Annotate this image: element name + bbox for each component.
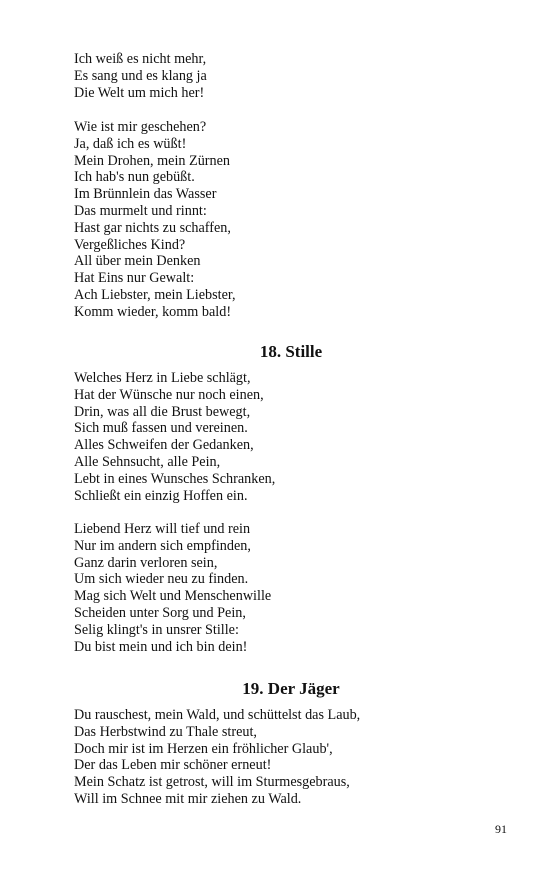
page-number: 91 bbox=[495, 822, 507, 836]
verse-line: Will im Schnee mit mir ziehen zu Wald. bbox=[74, 790, 302, 807]
stanza bbox=[74, 370, 514, 504]
verse-line: Ganz darin verloren sein, bbox=[74, 554, 218, 571]
verse-line: Hat der Wünsche nur noch einen, bbox=[74, 386, 264, 403]
verse-line: Ich weiß es nicht mehr, bbox=[74, 51, 207, 67]
verse-line: Ach Liebster, mein Liebster, bbox=[74, 286, 236, 303]
verse-line: Schließt ein einzig Hoffen ein. bbox=[74, 487, 248, 504]
verse-line: Die Welt um mich her! bbox=[74, 84, 205, 101]
stanza bbox=[74, 521, 514, 655]
verse-line: Ich hab's nun gebüßt. bbox=[74, 169, 195, 186]
poem-title: 19. Der Jäger bbox=[242, 679, 340, 698]
poem-title: 18. Stille bbox=[259, 342, 323, 361]
verse-line: Im Brünnlein das Wasser bbox=[74, 186, 217, 203]
verse-line: Vergeßliches Kind? bbox=[74, 236, 186, 253]
verse-line: Welches Herz in Liebe schlägt, bbox=[74, 370, 251, 386]
verse-line: Es sang und es klang ja bbox=[74, 67, 207, 84]
verse-line: Du rauschest, mein Wald, und schüttelst das Laub, bbox=[74, 707, 361, 723]
verse-line: Lebt in eines Wunsches Schranken, bbox=[74, 470, 276, 487]
verse-line: Du bist mein und ich bin dein! bbox=[74, 638, 248, 655]
verse-line: Das murmelt und rinnt: bbox=[74, 202, 207, 219]
verse-line: Hat Eins nur Gewalt: bbox=[74, 270, 195, 287]
verse-line: Ja, daß ich es wüßt! bbox=[74, 135, 187, 152]
verse-line: Sich muß fassen und vereinen. bbox=[74, 420, 248, 437]
verse-line: Alle Sehnsucht, alle Pein, bbox=[74, 453, 221, 470]
verse-line: Doch mir ist im Herzen ein fröhlicher Glaub', bbox=[74, 740, 333, 757]
verse-line: Hast gar nichts zu schaffen, bbox=[74, 219, 231, 236]
verse-line: Der das Leben mir schöner erneut! bbox=[74, 757, 272, 774]
verse-line: Drin, was all die Brust bewegt, bbox=[74, 403, 251, 420]
verse-line: Komm wieder, komm bald! bbox=[74, 303, 232, 320]
verse-line: Scheiden unter Sorg und Pein, bbox=[74, 604, 246, 621]
verse-line: Liebend Herz will tief und rein bbox=[74, 521, 251, 537]
stanza bbox=[74, 707, 514, 808]
verse-line: Um sich wieder neu zu finden. bbox=[74, 571, 249, 588]
verse-line: Nur im andern sich empfinden, bbox=[74, 537, 251, 554]
verse-line: Mein Schatz ist getrost, will im Sturmesgebraus, bbox=[74, 774, 350, 791]
verse-line: Alles Schweifen der Gedanken, bbox=[74, 437, 254, 454]
stanza bbox=[74, 119, 514, 321]
verse-line: Das Herbstwind zu Thale streut, bbox=[74, 723, 257, 740]
verse-line: Wie ist mir geschehen? bbox=[74, 119, 207, 135]
stanza bbox=[74, 51, 514, 101]
verse-line: Mein Drohen, mein Zürnen bbox=[74, 152, 231, 169]
verse-line: All über mein Denken bbox=[74, 253, 201, 270]
verse-line: Selig klingt's in unsrer Stille: bbox=[74, 621, 239, 638]
verse-line: Mag sich Welt und Menschenwille bbox=[74, 588, 272, 605]
